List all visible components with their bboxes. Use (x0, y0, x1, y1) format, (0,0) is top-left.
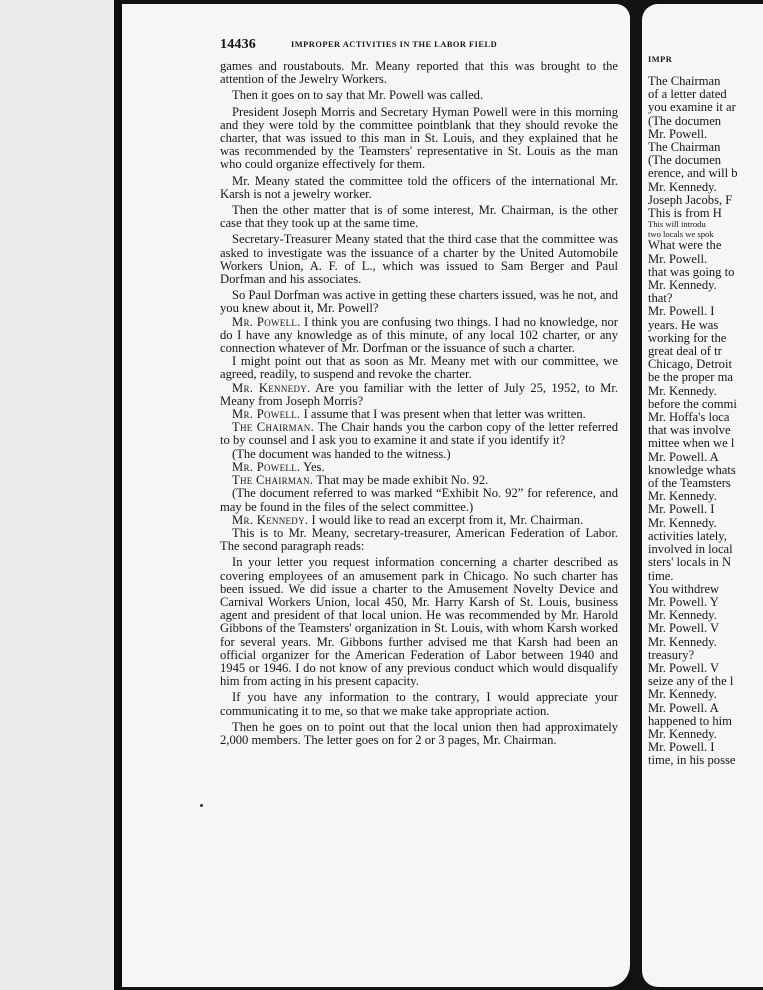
truncated-line: Joseph Jacobs, F (648, 192, 733, 207)
right-running-head: IMPR (648, 55, 673, 64)
paragraph-text: I might point out that as soon as Mr. Meany met with our committee, we agreed, readily, to suspend and revoke the charter. (220, 354, 618, 382)
truncated-line: Mr. Powell. I (648, 740, 715, 755)
paragraph-text: (The document referred to was marked “Exhibit No. 92” for reference, and may be found in the files of the select committee.) (220, 486, 618, 514)
quoted-excerpt (220, 60, 618, 86)
truncated-line: The Chairman (648, 140, 721, 155)
speaker-name: Mr. Powell. (232, 459, 301, 474)
paragraph-text: Mr. Meany stated the committee told the officers of the international Mr. Karsh is not a jewelry worker. (220, 173, 618, 201)
paragraph-text: So Paul Dorfman was active in getting these charters issued, was he not, and you knew about it, Mr. Powell? (220, 288, 618, 316)
truncated-line: Mr. Powell. V (648, 660, 720, 675)
transcript-paragraph (220, 721, 618, 747)
paragraph-text: This is to Mr. Meany, secretary-treasurer, American Federation of Labor. The second paragraph reads: (220, 525, 618, 554)
truncated-line: seize any of the l (648, 674, 734, 689)
preceding-page-edge (0, 0, 114, 990)
truncated-line: Mr. Kennedy. (648, 489, 717, 504)
quoted-excerpt (220, 106, 618, 172)
truncated-line: of a letter dated (648, 87, 727, 102)
truncated-line: time, in his posse (648, 753, 736, 768)
truncated-line: be the proper ma (648, 370, 733, 385)
paragraph-text: I think you are confusing two things. I had no knowledge, nor do I have any knowledge as of this minute, of any local 102 charter, or any connection whatever of Mr. Dorfman or the issuance of such a charter. (220, 314, 618, 356)
truncated-line: Mr. Kennedy. (648, 687, 717, 702)
paragraph-text: Secretary-Treasurer Meany stated that the third case that the committee was asked to investigate was the issuance of a charter by the United Automobile Workers Union, A. F. of L., which was issued to Sam Berger and Paul Dorfman and his associates. (220, 232, 618, 287)
truncated-line: sters' locals in N (648, 555, 732, 570)
transcript-paragraph (220, 487, 618, 513)
transcript-paragraph (220, 527, 618, 553)
truncated-line: Mr. Kennedy. (648, 515, 717, 530)
truncated-line: Mr. Powell. A (648, 700, 719, 715)
truncated-line: before the commi (648, 396, 737, 411)
truncated-line: Mr. Powell. (648, 251, 708, 266)
paragraph-text: If you have any information to the contrary, I would appreciate your communicating it to me, so that we make take appropriate action. (220, 690, 618, 718)
paragraph-text: President Joseph Morris and Secretary Hyman Powell were in this morning and they were told by the committee pointblank that they should revoke the charter, that was issued to this man in St. Louis, and they explained that he was recommended by the Teamsters' representative in St. Louis as the man who could organize effectively for them. (220, 104, 618, 172)
text-column (220, 37, 618, 747)
paragraph-text: I would like to read an excerpt from it, Mr. Chairman. (308, 512, 584, 527)
truncated-line: Mr. Kennedy. (648, 179, 717, 194)
transcript-paragraph (220, 204, 618, 230)
right-page-partial (642, 4, 763, 987)
paragraph-text: Yes. (300, 459, 325, 474)
paragraph-text: Then it goes on to say that Mr. Powell was called. (232, 88, 484, 103)
truncated-line: of the Teamsters (648, 476, 731, 491)
right-page-body (648, 75, 763, 768)
truncated-line: The Chairman (648, 74, 721, 88)
truncated-line: Mr. Hoffa's loca (648, 410, 730, 425)
truncated-line: working for the (648, 330, 727, 345)
book-gutter (114, 0, 122, 990)
scan-speck (200, 804, 203, 807)
paragraph-text: That may be made exhibit No. 92. (313, 473, 489, 488)
page-body (220, 60, 618, 747)
paragraph-text: Then the other matter that is of some interest, Mr. Chairman, is the other case that they took up at the same time. (220, 203, 618, 231)
transcript-paragraph (220, 382, 618, 408)
speaker-name: Mr. Kennedy. (232, 380, 311, 395)
truncated-line: Mr. Kennedy. (648, 726, 717, 741)
truncated-line: Mr. Powell. I (648, 502, 715, 517)
truncated-line: Mr. Powell. A (648, 449, 719, 464)
truncated-line: Chicago, Detroit (648, 357, 732, 372)
truncated-line: activities lately, (648, 528, 727, 543)
transcript-paragraph (220, 421, 618, 447)
truncated-line: Mr. Kennedy. (648, 278, 717, 293)
truncated-line: Mr. Kennedy. (648, 383, 717, 398)
truncated-line: Mr. Kennedy. (648, 634, 717, 649)
truncated-line: you examine it ar (648, 100, 736, 115)
paragraph-text: Then he goes on to point out that the local union then had approximately 2,000 members. The letter goes on for 2 or 3 pages, Mr. Chairman. (220, 719, 618, 747)
left-page (122, 4, 630, 987)
truncated-line: two locals we spok (648, 228, 714, 239)
right-text-column (648, 37, 763, 768)
truncated-line: years. He was (648, 317, 719, 332)
paragraph-text: games and roustabouts. Mr. Meany reported that this was brought to the attention of the Jewelry Workers. (220, 59, 618, 87)
transcript-paragraph (220, 89, 618, 102)
page-header (220, 37, 618, 57)
paragraph-text: In your letter you request information concerning a charter described as covering employees of an amusement park in Chicago. No such charter has been issued. We did issue a charter to the Amusement Novelty Device and Carnival Workers Union, local 450, Mr. Harry Karsh of St. Louis, business agent and president of that local union. He was recommended by Mr. Harold Gibbons of the Teamsters' organization in St. Louis, with whom Karsh worked for several years. Mr. Gibbons further advised me that Karsh had been an official organizer for the American Federation of Labor between 1940 and 1945 or 1946. I do not know of any previous conduct which would disqualify him from acting in his present capacity. (220, 555, 618, 689)
transcript-paragraph (220, 289, 618, 315)
paragraph-text: (The document was handed to the witness.) (232, 446, 451, 461)
truncated-line: treasury? (648, 647, 695, 662)
truncated-line: happened to him (648, 713, 732, 728)
truncated-line: knowledge whats (648, 462, 736, 477)
truncated-line: erence, and will b (648, 166, 738, 181)
truncated-line: Mr. Powell. I (648, 304, 715, 319)
truncated-line: that? (648, 291, 673, 306)
paragraph-text: Are you familiar with the letter of July 25, 1952, to Mr. Meany from Joseph Morris? (220, 380, 618, 408)
speaker-name: The Chairman. (232, 473, 314, 488)
truncated-line: This will introdu (648, 219, 706, 230)
speaker-name: Mr. Powell. (232, 407, 301, 422)
truncated-line: (The documen (648, 113, 722, 128)
truncated-line: Mr. Powell. Y (648, 594, 719, 609)
truncated-line: Mr. Powell. (648, 126, 708, 141)
paragraph-text: The Chair hands you the carbon copy of the letter referred to by counsel and I ask you to examine it and state if you identify it? (220, 420, 619, 448)
quoted-excerpt (220, 175, 618, 201)
speaker-name: Mr. Kennedy. (232, 512, 309, 527)
truncated-line: that was involve (648, 423, 731, 438)
truncated-line: Mr. Kennedy. (648, 608, 717, 623)
truncated-line: What were the (648, 238, 722, 253)
transcript-paragraph (220, 316, 618, 356)
truncated-line: This is from H (648, 206, 722, 221)
truncated-line: that was going to (648, 264, 735, 279)
truncated-line: involved in local (648, 542, 733, 557)
truncated-line: great deal of tr (648, 344, 722, 359)
truncated-line: Mr. Powell. V (648, 621, 720, 636)
truncated-line: (The documen (648, 153, 722, 168)
speaker-name: The Chairman. (232, 420, 315, 435)
running-head: IMPROPER ACTIVITIES IN THE LABOR FIELD (291, 40, 498, 49)
truncated-line: time. (648, 568, 674, 583)
truncated-line: mittee when we l (648, 436, 735, 451)
paragraph-text: I assume that I was present when that letter was written. (300, 407, 586, 422)
speaker-name: Mr. Powell. (232, 314, 301, 329)
transcript-paragraph (220, 355, 618, 381)
quoted-excerpt (220, 556, 618, 688)
truncated-line: You withdrew (648, 581, 720, 596)
page-number: 14436 (220, 37, 256, 52)
quoted-excerpt (220, 691, 618, 717)
quoted-excerpt (220, 233, 618, 286)
